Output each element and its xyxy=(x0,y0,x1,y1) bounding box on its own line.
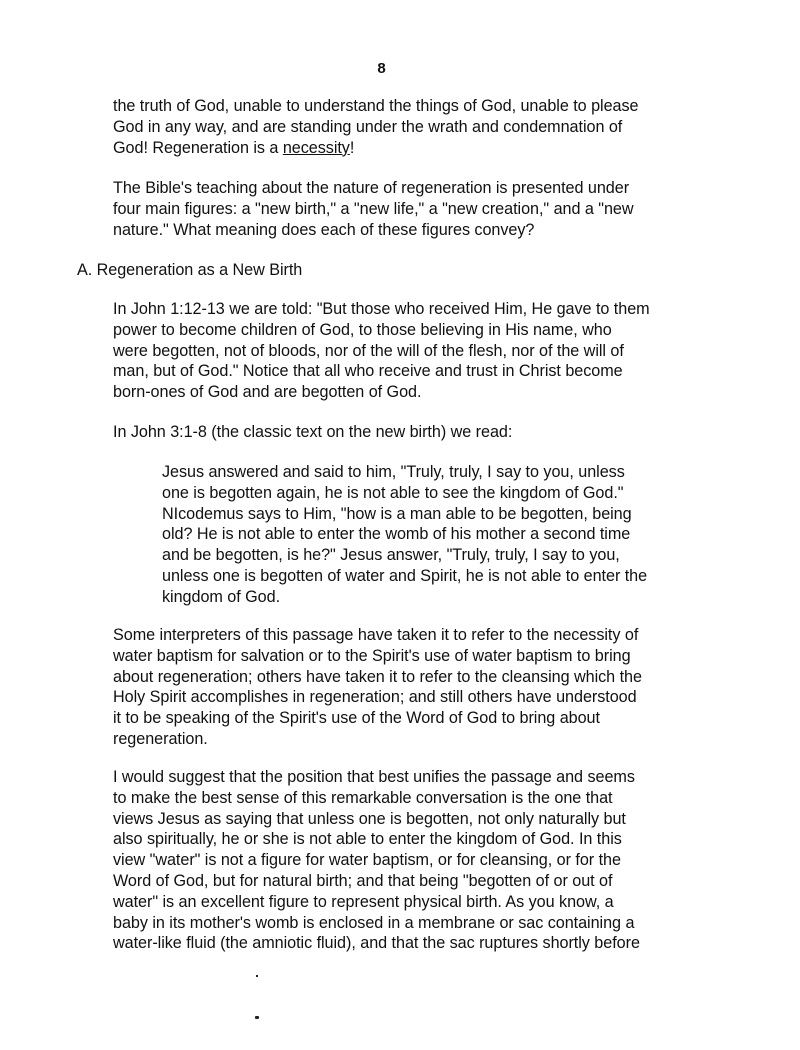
text-line: Word of God, but for natural birth; and that being "begotten of or out of xyxy=(113,871,613,890)
text-line: view "water" is not a figure for water baptism, or for cleansing, or for the xyxy=(113,851,621,870)
section-heading: A. Regeneration as a New Birth xyxy=(77,261,303,279)
text-line: the truth of God, unable to understand the things of God, unable to please xyxy=(113,97,639,115)
block-quote xyxy=(162,462,647,608)
text-line: man, but of God." Notice that all who receive and trust in Christ become xyxy=(113,362,623,381)
text-line: In John 1:12-13 we are told: "But those who received Him, He gave to them xyxy=(113,300,650,318)
text-line: water-like fluid (the amniotic fluid), and that the sac ruptures shortly before xyxy=(113,934,640,953)
quote-line: old? He is not able to enter the womb of his mother a second time xyxy=(162,525,631,544)
text-line: to make the best sense of this remarkable conversation is the one that xyxy=(113,788,613,807)
text-line: views Jesus as saying that unless one is begotten, not only naturally but xyxy=(113,809,626,828)
text-line: Holy Spirit accomplishes in regeneration; and still others have understood xyxy=(113,688,637,707)
text-line: In John 3:1-8 (the classic text on the new birth) we read: xyxy=(113,423,513,441)
quote-line: one is begotten again, he is not able to see the kingdom of God." xyxy=(162,483,624,502)
text-line: baby in its mother's womb is enclosed in a membrane or sac containing a xyxy=(113,913,635,932)
paragraph-regeneration-necessity xyxy=(113,96,638,158)
quote-line: NIcodemus says to Him, "how is a man able to be begotten, being xyxy=(162,504,632,523)
page-number: 8 xyxy=(377,60,386,77)
scan-speck xyxy=(255,1016,259,1019)
text-line: water baptism for salvation or to the Spirit's use of water baptism to bring xyxy=(113,646,631,665)
text-fragment: God! Regeneration is a xyxy=(113,138,283,157)
text-line: The Bible's teaching about the nature of regeneration is presented under xyxy=(113,179,630,197)
text-line: also spiritually, he or she is not able to enter the kingdom of God. In this xyxy=(113,830,622,849)
text-line: it to be speaking of the Spirit's use of the Word of God to bring about xyxy=(113,709,600,728)
paragraph-four-figures xyxy=(113,178,634,240)
text-line: about regeneration; others have taken it to refer to the cleansing which the xyxy=(113,667,642,686)
text-line: regeneration. xyxy=(113,729,208,748)
emphasis-underlined: necessity xyxy=(282,138,350,157)
quote-line: Jesus answered and said to him, "Truly, truly, I say to you, unless xyxy=(162,463,625,481)
text-line: water" is an excellent figure to represent physical birth. As you know, a xyxy=(113,892,614,911)
text-line: Some interpreters of this passage have taken it to refer to the necessity of xyxy=(113,626,639,644)
text-line xyxy=(113,138,638,159)
text-line: four main figures: a "new birth," a "new life," a "new creation," and a "new xyxy=(113,199,634,218)
paragraph-suggested-position xyxy=(113,767,640,954)
text-fragment: ! xyxy=(349,138,355,157)
text-line: I would suggest that the position that best unifies the passage and seems xyxy=(113,768,635,786)
paragraph-john-3-intro xyxy=(113,422,512,443)
quote-line: unless one is begotten of water and Spirit, he is not able to enter the xyxy=(162,566,648,585)
scan-speck xyxy=(256,975,258,977)
text-line: were begotten, not of bloods, nor of the will of the flesh, nor of the will of xyxy=(113,341,624,360)
text-line: God in any way, and are standing under the wrath and condemnation of xyxy=(113,117,623,136)
text-line: nature." What meaning does each of these figures convey? xyxy=(113,220,535,239)
paragraph-interpretations xyxy=(113,625,642,750)
text-line: born-ones of God and are begotten of God. xyxy=(113,383,422,402)
quote-line: kingdom of God. xyxy=(162,587,281,606)
text-line: power to become children of God, to those believing in His name, who xyxy=(113,320,612,339)
paragraph-john-1 xyxy=(113,299,650,403)
quote-line: and be begotten, is he?" Jesus answer, "Truly, truly, I say to you, xyxy=(162,546,620,565)
